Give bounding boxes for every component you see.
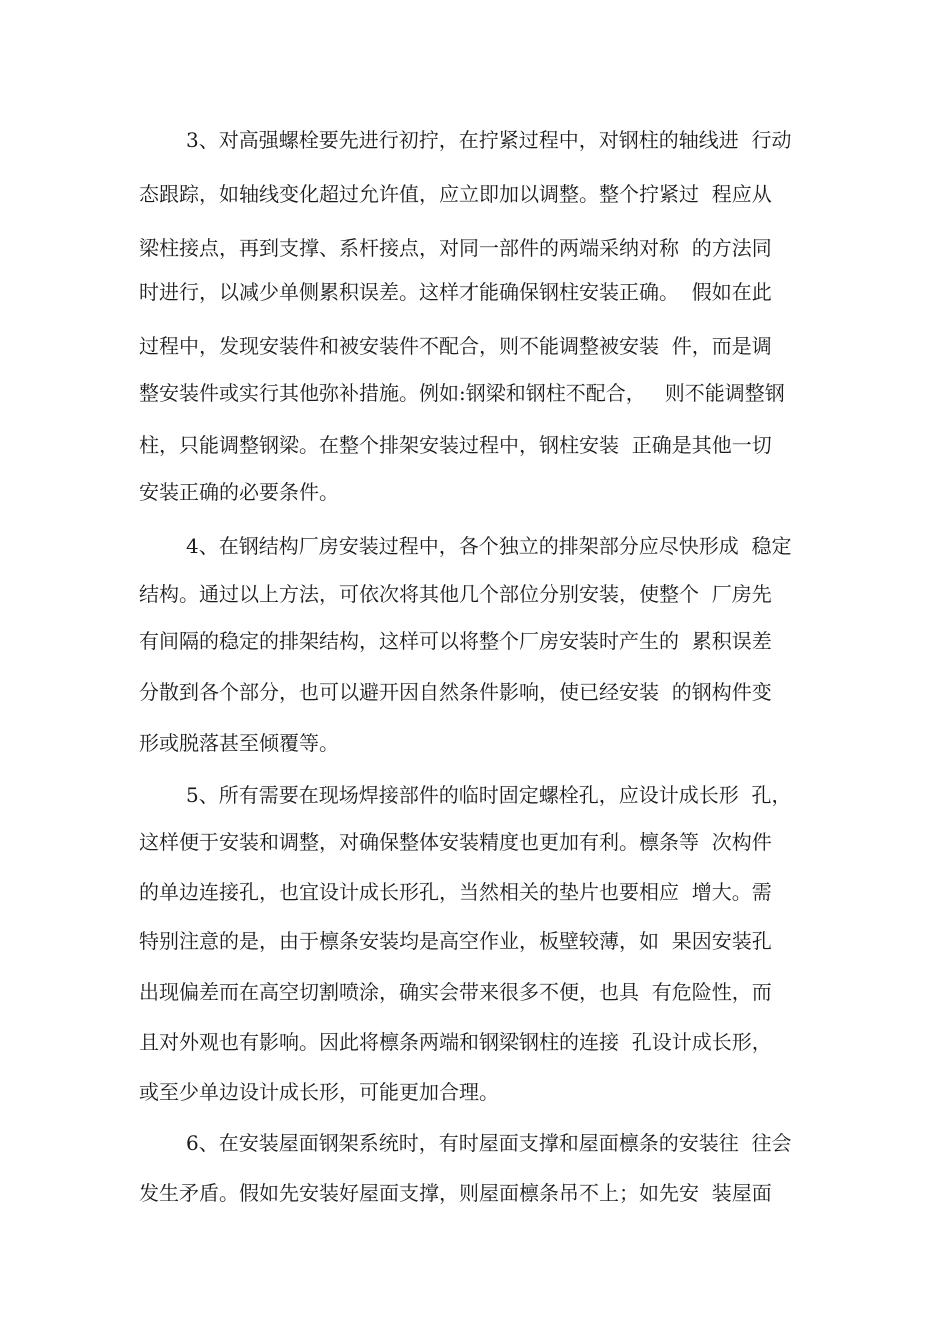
text-line: 安装正确的必要条件。 [139,480,339,504]
text-line: 6、在安装屋面钢架系统时，有时屋面支撑和屋面檩条的安装往 往会 [186,1131,792,1155]
text-line: 4、在钢结构厂房安装过程中，各个独立的排架部分应尽快形成 稳定 [186,534,792,558]
text-line: 整安装件或实行其他弥补措施。例如:钢梁和钢柱不配合， 则不能调整钢 [139,381,785,405]
text-line: 分散到各个部分，也可以避开因自然条件影响，使已经安装 的钢构件变 [139,680,772,704]
text-line: 时进行，以减少单侧累积误差。这样才能确保钢柱安装正确。 假如在此 [139,280,772,304]
text-line: 5、所有需要在现场焊接部件的临时固定螺栓孔，应设计成长形 孔， [186,783,792,807]
text-line: 这样便于安装和调整，对确保整体安装精度也更加有利。檩条等 次构件 [139,830,772,854]
text-line: 过程中，发现安装件和被安装件不配合，则不能调整被安装 件，而是调 [139,334,772,358]
text-line: 形或脱落甚至倾覆等。 [139,731,339,755]
text-line: 梁柱接点，再到支撑、系杆接点，对同一部件的两端采纳对称 的方法同 [139,236,772,260]
text-line: 态跟踪，如轴线变化超过允许值，应立即加以调整。整个拧紧过 程应从 [139,182,772,206]
text-line: 且对外观也有影响。因此将檩条两端和钢梁钢柱的连接 孔设计成长形， [139,1030,772,1054]
text-line: 出现偏差而在高空切割喷涂，确实会带来很多不便，也具 有危险性，而 [139,980,772,1004]
text-line: 3、对高强螺栓要先进行初拧，在拧紧过程中，对钢柱的轴线进 行动 [186,128,792,152]
text-line: 发生矛盾。假如先安装好屋面支撑，则屋面檩条吊不上；如先安 装屋面 [139,1181,772,1205]
text-line: 或至少单边设计成长形，可能更加合理。 [139,1080,499,1104]
text-line: 有间隔的稳定的排架结构，这样可以将整个厂房安装时产生的 累积误差 [139,629,772,653]
text-line: 柱，只能调整钢梁。在整个排架安装过程中，钢柱安装 正确是其他一切 [139,433,772,457]
text-line: 结构。通过以上方法，可依次将其他几个部位分别安装，使整个 厂房先 [139,582,772,606]
text-line: 特别注意的是，由于檩条安装均是高空作业，板壁较薄，如 果因安装孔 [139,929,772,953]
text-line: 的单边连接孔，也宜设计成长形孔，当然相关的垫片也要相应 增大。需 [139,880,772,904]
